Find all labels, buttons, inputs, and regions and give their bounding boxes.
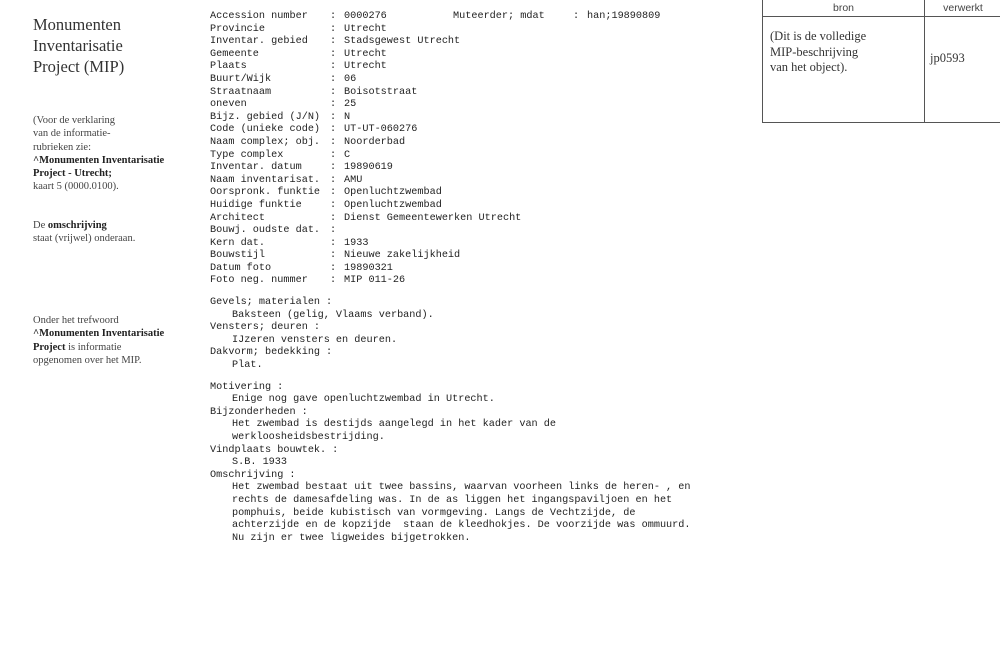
bron-cell: (Dit is de volledige MIP-beschrijving van het object). bbox=[763, 17, 925, 123]
section-text: IJzeren vensters en deuren. bbox=[232, 334, 398, 346]
sidebar bbox=[33, 14, 183, 366]
field-separator: : bbox=[330, 23, 337, 35]
record-field bbox=[210, 238, 750, 251]
mip-title-line: Inventarisatie bbox=[33, 36, 123, 55]
note-text: (Voor de verklaring van de informatie- rubrieken zie: bbox=[33, 115, 116, 153]
record-field bbox=[210, 24, 750, 37]
field-separator: : bbox=[330, 199, 337, 211]
description-note bbox=[33, 219, 135, 246]
record-section bbox=[210, 347, 750, 372]
field-separator: : bbox=[330, 275, 337, 287]
field-label: Inventar. datum bbox=[210, 162, 302, 174]
section-label: Dakvorm; bedekking bbox=[210, 347, 321, 359]
record-field bbox=[210, 99, 750, 112]
section-label: Bijzonderheden bbox=[210, 406, 296, 418]
field-separator: : bbox=[326, 347, 333, 359]
field-separator: : bbox=[330, 124, 337, 136]
field-label: Huidige funktie bbox=[210, 199, 302, 211]
section-heading bbox=[210, 382, 750, 395]
field-label: Provincie bbox=[210, 23, 266, 35]
record-section bbox=[210, 382, 750, 407]
field-separator: : bbox=[330, 86, 337, 98]
record-field bbox=[210, 175, 750, 188]
field-separator: : bbox=[277, 381, 284, 393]
mip-title-line: Project (MIP) bbox=[33, 57, 125, 76]
field-value: UT-UT-060276 bbox=[344, 124, 418, 136]
field-separator: : bbox=[573, 11, 580, 22]
field-label: Accession number bbox=[210, 11, 308, 22]
field-value: N bbox=[344, 111, 351, 123]
record-field bbox=[210, 213, 750, 226]
field-separator: : bbox=[289, 469, 296, 481]
field-label: Architect bbox=[210, 212, 266, 224]
field-separator: : bbox=[330, 237, 337, 249]
section-label: Gevels; materialen bbox=[210, 297, 321, 309]
field-value: 0000276 bbox=[344, 11, 387, 22]
field-separator: : bbox=[330, 250, 337, 262]
field-value: Utrecht bbox=[344, 23, 387, 35]
field-value: Openluchtzwembad bbox=[344, 187, 442, 199]
section-heading bbox=[210, 297, 750, 310]
field-separator: : bbox=[330, 225, 337, 237]
monument-record bbox=[210, 11, 750, 545]
field-value: 19890321 bbox=[344, 262, 393, 274]
field-value: 25 bbox=[344, 99, 357, 111]
record-field bbox=[210, 187, 750, 200]
section-label: Vindplaats bouwtek. bbox=[210, 444, 327, 456]
field-separator: : bbox=[330, 36, 337, 48]
record-field bbox=[210, 112, 750, 125]
section-heading bbox=[210, 445, 750, 458]
info-rubrics-note bbox=[33, 114, 164, 194]
record-field bbox=[210, 263, 750, 276]
source-table-header bbox=[763, 0, 1000, 17]
record-sections-b bbox=[210, 382, 750, 546]
section-text: Het zwembad is destijds aangelegd in het kader van de werkloosheidsbestrijding. bbox=[232, 419, 557, 443]
section-text: Enige nog gave openluchtzwembad in Utrecht. bbox=[232, 394, 495, 406]
field-value: Dienst Gemeentewerken Utrecht bbox=[344, 212, 522, 224]
field-separator: : bbox=[330, 111, 337, 123]
record-field bbox=[210, 61, 750, 74]
field-label: Type complex bbox=[210, 149, 284, 161]
field-separator: : bbox=[332, 444, 339, 456]
field-value: han;19890809 bbox=[587, 11, 661, 22]
record-field bbox=[210, 200, 750, 213]
note-bold: omschrijving bbox=[47, 220, 107, 231]
field-value: C bbox=[344, 149, 351, 161]
keyword-note bbox=[33, 314, 164, 367]
field-separator: : bbox=[330, 11, 337, 22]
verwerkt-cell: jp0593 bbox=[930, 51, 965, 65]
record-sections-a bbox=[210, 297, 750, 373]
source-table-row bbox=[763, 17, 1000, 123]
note-text: kaart 5 (0000.0100). bbox=[33, 181, 119, 193]
field-label: Naam inventarisat. bbox=[210, 174, 321, 186]
record-field bbox=[210, 87, 750, 100]
field-separator: : bbox=[330, 149, 337, 161]
source-table bbox=[762, 0, 1000, 123]
field-label: Straatnaam bbox=[210, 86, 272, 98]
mip-title-line: Monumenten bbox=[33, 15, 121, 34]
field-separator: : bbox=[330, 187, 337, 199]
field-separator: : bbox=[301, 406, 308, 418]
section-text: Het zwembad bestaat uit twee bassins, waarvan voorheen links de heren- , en rechts de damesafdeling was. In de as liggen het ingangspaviljoen en het pomphuis, beide kubistisch van vormgeving. Langs de Vechtzijde, de achterzijde en de kopzijde staan de kleedhokjes. De voorzijde was ommuurd. Nu zijn er twee ligweides bijgetrokken. bbox=[232, 482, 691, 544]
field-label: Foto neg. nummer bbox=[210, 275, 308, 287]
field-label: Buurt/Wijk bbox=[210, 73, 272, 85]
field-separator: : bbox=[313, 322, 320, 334]
field-separator: : bbox=[330, 73, 337, 85]
field-separator: : bbox=[330, 61, 337, 73]
record-field bbox=[210, 74, 750, 87]
note-text: is informatie opgenomen over het MIP. bbox=[33, 341, 142, 366]
section-heading bbox=[210, 322, 750, 335]
field-separator: : bbox=[330, 99, 337, 111]
mutation-field bbox=[453, 11, 660, 24]
section-label: Omschrijving bbox=[210, 469, 284, 481]
record-field bbox=[210, 275, 750, 288]
record-section bbox=[210, 407, 750, 445]
record-fields bbox=[210, 11, 750, 288]
section-text: Baksteen (gelig, Vlaams verband). bbox=[232, 309, 434, 321]
header-bron: bron bbox=[763, 0, 925, 16]
field-separator: : bbox=[330, 48, 337, 60]
field-label: Gemeente bbox=[210, 48, 259, 60]
record-field bbox=[210, 225, 750, 238]
field-value: MIP 011-26 bbox=[344, 275, 406, 287]
record-field bbox=[210, 124, 750, 137]
mip-title bbox=[33, 14, 183, 77]
field-value: Noorderbad bbox=[344, 136, 406, 148]
field-label: Inventar. gebied bbox=[210, 36, 308, 48]
record-field bbox=[210, 150, 750, 163]
field-value: Boisotstraat bbox=[344, 86, 418, 98]
field-value: Nieuwe zakelijkheid bbox=[344, 250, 461, 262]
note-text: staat (vrijwel) onderaan. bbox=[33, 233, 136, 245]
field-value: Stadsgewest Utrecht bbox=[344, 36, 461, 48]
field-separator: : bbox=[330, 136, 337, 148]
field-separator: : bbox=[330, 212, 337, 224]
section-heading bbox=[210, 407, 750, 420]
section-label: Vensters; deuren bbox=[210, 322, 308, 334]
section-heading bbox=[210, 347, 750, 360]
record-section bbox=[210, 445, 750, 470]
field-separator: : bbox=[330, 174, 337, 186]
section-label: Motivering bbox=[210, 381, 272, 393]
record-field bbox=[210, 49, 750, 62]
note-text: Onder het trefwoord bbox=[33, 315, 119, 326]
field-separator: : bbox=[330, 162, 337, 174]
note-bold: ^Monumenten Inventarisatie Project bbox=[33, 328, 165, 353]
note-bold: ^Monumenten Inventarisatie Project - Utrecht; bbox=[33, 154, 165, 180]
record-section bbox=[210, 322, 750, 347]
field-value: 06 bbox=[344, 73, 357, 85]
section-text: S.B. 1933 bbox=[232, 457, 288, 469]
field-value: Utrecht bbox=[344, 61, 387, 73]
section-heading bbox=[210, 470, 750, 483]
field-label: Bouwstijl bbox=[210, 250, 266, 262]
field-separator: : bbox=[326, 297, 333, 309]
field-label: Naam complex; obj. bbox=[210, 136, 321, 148]
record-field bbox=[210, 36, 750, 49]
section-text: Plat. bbox=[232, 360, 263, 372]
record-section bbox=[210, 470, 750, 546]
field-label: Muteerder; mdat bbox=[453, 11, 545, 22]
note-text: De bbox=[33, 220, 48, 231]
field-label: Datum foto bbox=[210, 262, 272, 274]
field-value: AMU bbox=[344, 174, 363, 186]
field-value: Openluchtzwembad bbox=[344, 199, 442, 211]
header-verwerkt: verwerkt bbox=[943, 2, 983, 14]
field-value: 19890619 bbox=[344, 162, 393, 174]
field-label: Bijz. gebied (J/N) bbox=[210, 111, 321, 123]
field-label: Bouwj. oudste dat. bbox=[210, 225, 321, 237]
field-value: Utrecht bbox=[344, 48, 387, 60]
record-field bbox=[210, 250, 750, 263]
record-section bbox=[210, 297, 750, 322]
field-label: oneven bbox=[210, 99, 247, 111]
field-label: Plaats bbox=[210, 61, 247, 73]
record-field bbox=[210, 162, 750, 175]
record-field bbox=[210, 137, 750, 150]
field-label: Code (unieke code) bbox=[210, 124, 321, 136]
field-value: 1933 bbox=[344, 237, 369, 249]
field-label: Kern dat. bbox=[210, 237, 266, 249]
field-label: Oorspronk. funktie bbox=[210, 187, 321, 199]
field-separator: : bbox=[330, 262, 337, 274]
